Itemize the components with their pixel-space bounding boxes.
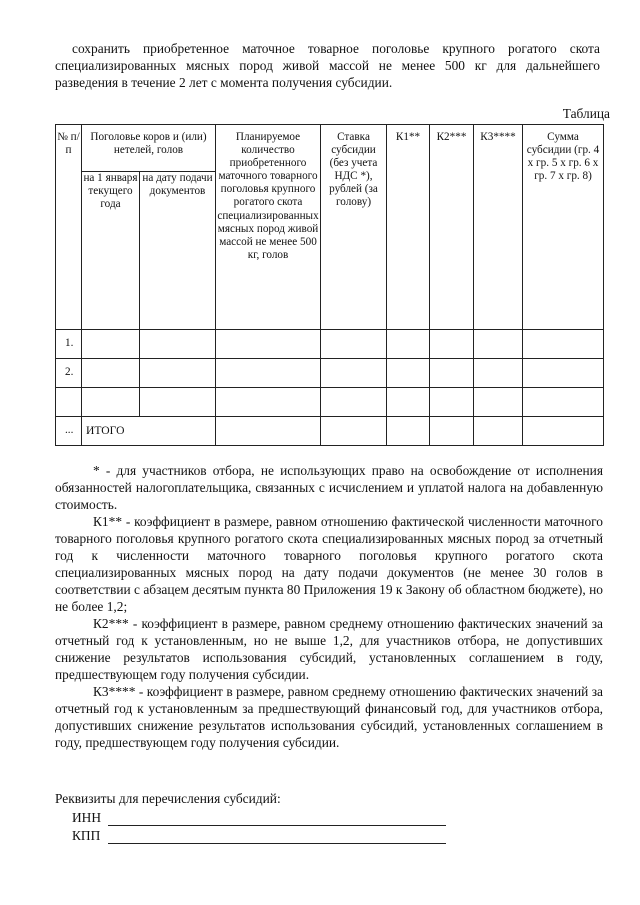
table-cell [430,388,474,417]
table-cell [523,359,604,388]
table-cell [387,359,430,388]
table-cell [474,330,523,359]
footnote-vat: * - для участников отбора, не использующих право на освобождение от исполнения обязанностей налогоплательщика, связанных с исчислением и уплатой налога на добавленную стоимость. [55,463,603,512]
header-rate: Ставка субсидии (без учета НДС *), рублей (за голову) [321,125,387,330]
table-cell [430,359,474,388]
table-cell [523,417,604,446]
table-cell [216,417,321,446]
header-planned: Планируемое количество приобретенного маточного товарного поголовья крупного рогатого скота специализированных мясных пород живой массой не менее 500 кг, голов [216,125,321,330]
inn-label: ИНН [72,810,102,825]
kpp-label: КПП [72,828,101,843]
header-cows-group: Поголовье коров и (или) нетелей, голов [82,125,216,172]
table-cell [216,388,321,417]
table-row [56,359,604,388]
table-cell [430,417,474,446]
header-k3: К3**** [474,125,523,330]
table-total-row [56,417,604,446]
table-cell [140,330,216,359]
inn-blank-line[interactable] [108,825,446,826]
footnote-k1: К1** - коэффициент в размере, равном отношению фактической численности маточного товарного поголовья крупного рогатого скота специализированных мясных пород за отчетный год к численности маточного товарного поголовья крупного рогатого скота специализированных мясных пород на дату подачи документов (не менее 30 голов в соответствии с абзацем десятым пункта 80 Приложения 19 к Закону об областном бюджете), но не более 1,2; [55,514,603,614]
table-cell [387,330,430,359]
table-cell [387,417,430,446]
table-cell [321,359,387,388]
table-cell [523,388,604,417]
table-cell [321,330,387,359]
table-cell [474,417,523,446]
table-header-row [56,125,604,172]
table-cell [474,388,523,417]
table-cell [474,359,523,388]
table-cell [140,388,216,417]
header-k1: К1** [387,125,430,330]
row-num: ... [56,417,82,446]
requisites-title: Реквизиты для перечисления субсидий: [55,791,281,806]
table-row [56,330,604,359]
table-cell [321,417,387,446]
subsidy-table [55,124,604,446]
kpp-blank-line[interactable] [108,843,446,844]
kpp-row [72,828,108,848]
table-cell [523,330,604,359]
footnote-k2: К2*** - коэффициент в размере, равном среднему отношению фактических значений за отчетный год к установленным, но не выше 1,2, для участников отбора, не допустивших снижение результатов использования субсидий, установленных соглашением в году, предшествующем году получения субсидии. [55,616,603,682]
table-cell [216,359,321,388]
header-cows-jan: на 1 января текущего года [82,172,140,330]
table-cell [321,388,387,417]
header-k2: К2*** [430,125,474,330]
table-cell [216,330,321,359]
header-cows-date: на дату подачи документов [140,172,216,330]
table-cell [82,359,140,388]
footnote-k3: К3**** - коэффициент в размере, равном среднему отношению фактических значений за отчетный год к установленным за предшествующий финансовый год, для участников отбора, допустивших снижение результатов использования субсидий, установленных соглашением в году, предшествующем году получения субсидии. [55,684,603,750]
intro-text: сохранить приобретенное маточное товарное поголовье крупного рогатого скота специализированных мясных пород живой массой не менее 500 кг для дальнейшего разведения в течение 2 лет с момента получения субсидии. [55,41,600,90]
table-cell [82,330,140,359]
inn-row [72,810,108,830]
header-sum: Сумма субсидии (гр. 4 х гр. 5 х гр. 6 х гр. 7 х гр. 8) [523,125,604,330]
header-num: № п/п [56,125,82,330]
table-cell [430,330,474,359]
table-row [56,388,604,417]
total-label: ИТОГО [82,417,216,446]
row-num: 1. [56,330,82,359]
footnotes [55,462,603,751]
table-caption: Таблица [562,106,610,121]
row-num [56,388,82,417]
table-cell [140,359,216,388]
table-cell [387,388,430,417]
table-cell [82,388,140,417]
intro-paragraph [55,40,600,91]
row-num: 2. [56,359,82,388]
